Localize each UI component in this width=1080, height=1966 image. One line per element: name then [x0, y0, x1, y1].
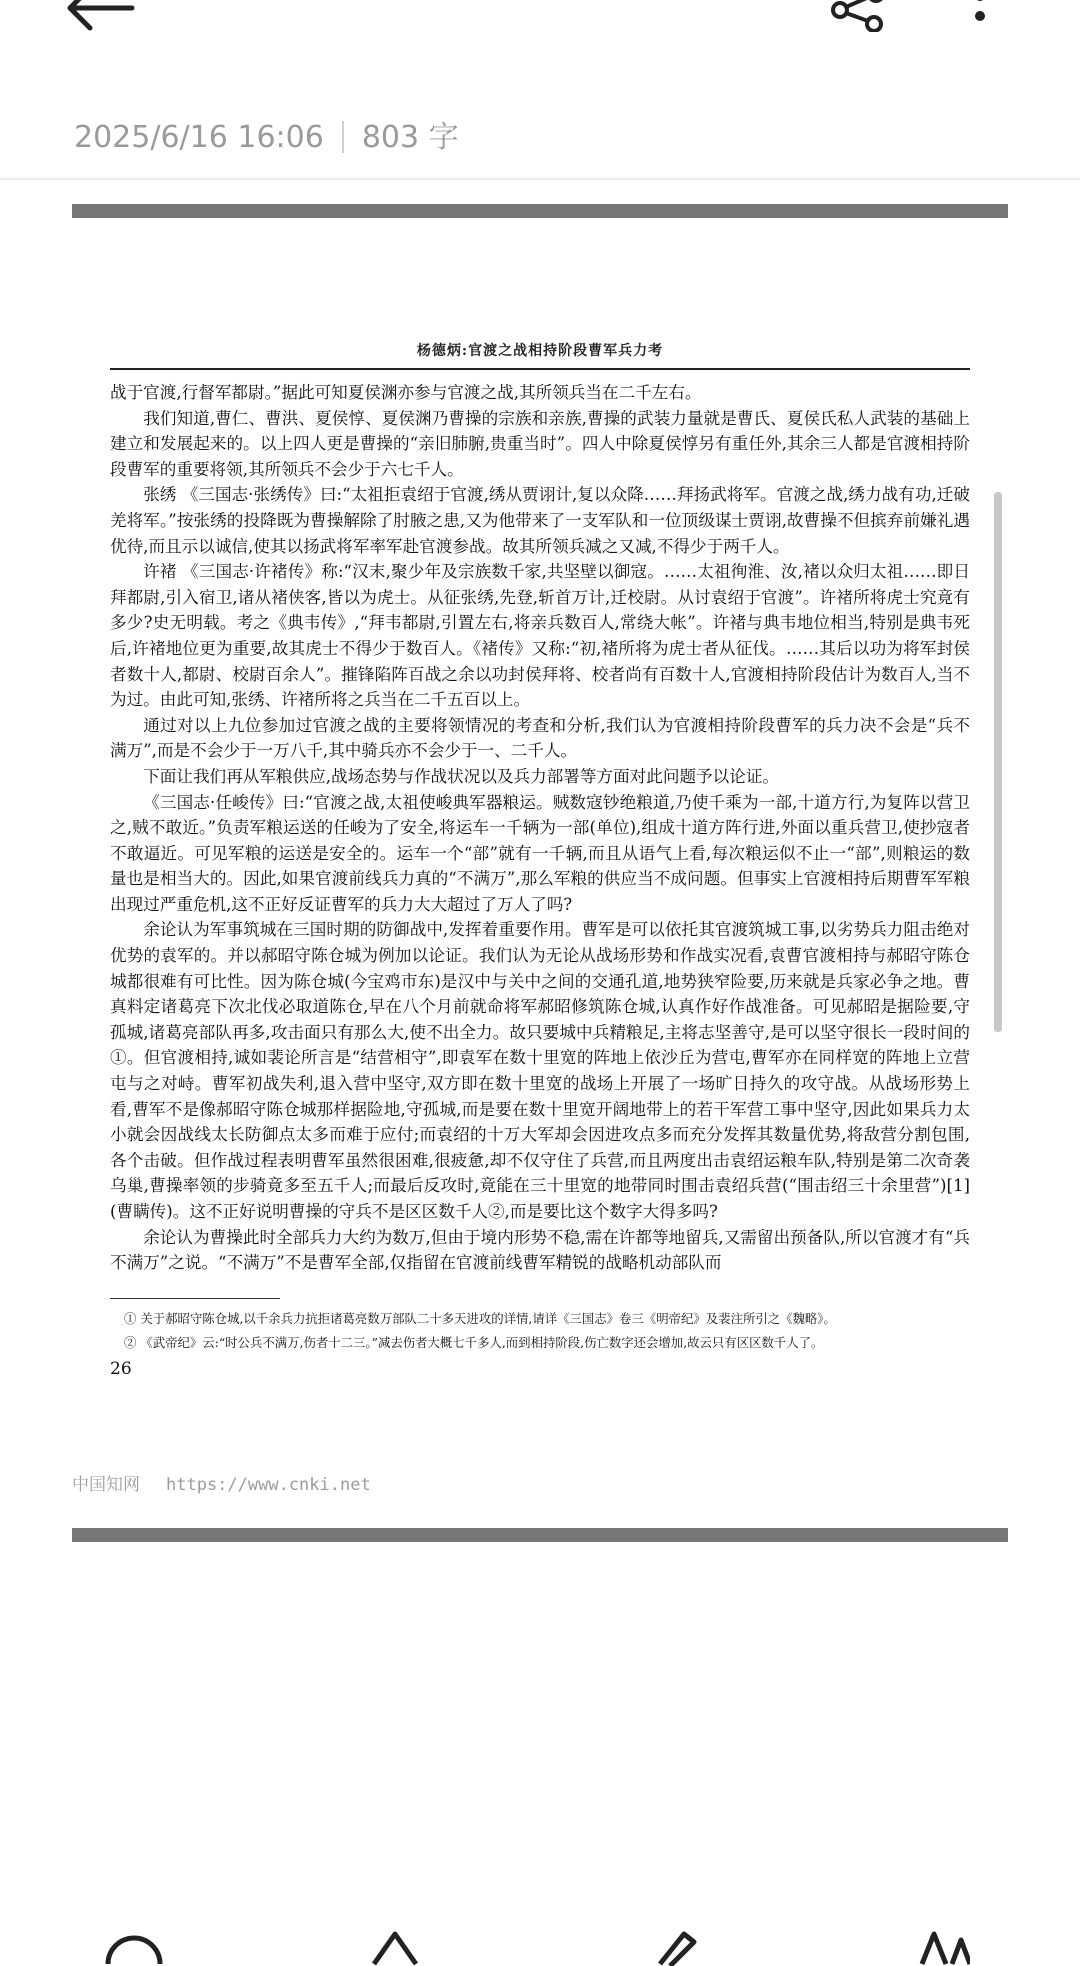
text-size-icon[interactable]	[914, 1926, 970, 1966]
page-top-border	[72, 204, 1008, 218]
bottom-nav	[0, 1900, 1080, 1964]
meta-separator	[342, 121, 344, 153]
document-body	[110, 380, 970, 1276]
paragraph: 张绣 《三国志·张绣传》曰:“太祖拒袁绍于官渡,绣从贾诩计,复以众降……拜扬武将军。官渡之战,绣力战有功,迁破羌将军。”按张绣的投降既为曹操解除了肘腋之患,又为他带来了一支军队和一位顶级谋士贾诩,故曹操不但摈弃前嫌礼遇优待,而且示以诚信,使其以扬武将军率军赴官渡参战。故其所领兵减之又减,不得少于两千人。	[110, 485, 970, 556]
page-number: 26	[110, 1358, 132, 1379]
footnote-rule	[110, 1298, 280, 1299]
arrow-left-icon[interactable]	[66, 0, 136, 32]
watermark-url: https://www.cnki.net	[166, 1475, 371, 1495]
meta-divider	[0, 178, 1080, 180]
home-icon[interactable]	[370, 1926, 420, 1966]
paragraph: 余论认为曹操此时全部兵力大约为数万,但由于境内形势不稳,需在许都等地留兵,又需留出预备队,所以官渡才有“兵不满万”之说。“不满万”不是曹军全部,仅指留在官渡前线曹军精锐的战略机动部队而	[110, 1227, 970, 1273]
paragraph: 《三国志·任峻传》曰:“官渡之战,太祖使峻典军器粮运。贼数寇钞绝粮道,乃使千乘为一部,十道方行,为复阵以营卫之,贼不敢近。”负责军粮运送的任峻为了安全,将运车一千辆为一部(单位),组成十道方阵行进,外面以重兵营卫,使抄寇者不敢逼近。可见军粮的运送是安全的。运车一个“部”就有一千辆,而且从语气上看,每次粮运似不止一“部”,则粮运的数量也是相当大的。因此,如果官渡前线兵力真的“不满万”,那么军粮的供应当不成问题。但事实上官渡相持后期曹军军粮出现过严重危机,这不正好反证曹军的兵力大大超过了万人了吗?	[110, 792, 970, 914]
note-date: 2025/6/16 16:06	[74, 120, 324, 155]
watermark-brand: 中国知网	[72, 1475, 140, 1495]
scrollbar[interactable]	[994, 492, 1002, 1032]
note-meta	[74, 112, 459, 156]
running-head: 杨德炳:官渡之战相持阶段曹军兵力考	[416, 343, 664, 359]
header-rule	[110, 368, 970, 370]
top-toolbar	[0, 0, 1080, 60]
circle-icon[interactable]	[102, 1926, 166, 1966]
watermark	[72, 1470, 371, 1495]
share-icon[interactable]	[830, 0, 886, 32]
paragraph: 战于官渡,行督军都尉。”据此可知夏侯渊亦参与官渡之战,其所领兵当在二千左右。	[110, 383, 702, 402]
paragraph: 许褚 《三国志·许褚传》称:“汉末,聚少年及宗族数千家,共坚壁以御寇。……太祖徇淮、汝,褚以众归太祖……即日拜都尉,引入宿卫,诸从褚侠客,皆以为虎士。从征张绣,先登,斩首万计,迁校尉。从讨袁绍于官渡”。许褚所将虎士究竟有多少?史无明载。考之《典韦传》,“拜韦都尉,引置左右,将亲兵数百人,常绕大帐”。许褚与典韦地位相当,特别是典韦死后,许褚地位更为重要,故其虎士不得少于数百人。《褚传》又称:“初,褚所将为虎士者从征伐。……其后以功为将军封侯者数十人,都尉、校尉百余人”。摧锋陷阵百战之余以功封侯拜将、校者尚有百数十人,官渡相持阶段估计为数百人,当不为过。由此可知,张绣、许褚所将之兵当在二千五百以上。	[110, 562, 970, 710]
paragraph: 通过对以上九位参加过官渡之战的主要将领情况的考查和分析,我们认为官渡相持阶段曹军的兵力决不会是“兵不满万”,而是不会少于一万八千,其中骑兵亦不会少于一、二千人。	[110, 715, 970, 761]
paragraph: 余论认为军事筑城在三国时期的防御战中,发挥着重要作用。曹军是可以依托其官渡筑城工事,以劣势兵力阻击绝对优势的袁军的。并以郝昭守陈仓城为例加以论证。我们认为无论从战场形势和作战实况看,袁曹官渡相持与郝昭守陈仓城都很难有可比性。因为陈仓城(今宝鸡市东)是汉中与关中之间的交通孔道,地势狭窄险要,历来就是兵家必争之地。曹真料定诸葛亮下次北伐必取道陈仓,早在八个月前就命将军郝昭修筑陈仓城,认真作好作战准备。可见郝昭是据险要,守孤城,诸葛亮部队再多,攻击面只有那么大,使不出全力。故只要城中兵精粮足,主将志坚善守,是可以坚守很长一段时间的①。但官渡相持,诚如裴论所言是“结营相守”,即袁军在数十里宽的阵地上依沙丘为营屯,曹军亦在同样宽的阵地上立营屯与之对峙。曹军初战失利,退入营中坚守,双方即在数十里宽的战场上开展了一场旷日持久的攻守战。从战场形势上看,曹军不是像郝昭守陈仓城那样据险地,守孤城,而是要在数十里宽开阔地带上的若干军营工事中坚守,因此如果兵力太小就会因战线太长防御点太多而难于应付;而袁绍的十万大军却会因进攻点多而充分发挥其数量优势,将敌营分割包围,各个击破。但作战过程表明曹军虽然很困难,很疲惫,却不仅守住了兵营,而且两度出击袁绍运粮车队,特别是第二次奇袭乌巢,曹操率领的步骑竟多至五千人;而最后反攻时,竟能在三十里宽的地带同时围击袁绍兵营(“围击绍三十余里营”)[1](曹瞒传)。这不正好说明曹操的守兵不是区区数千人②,而是要比这个数字大得多吗?	[110, 920, 970, 1221]
footnote: ① 关于郝昭守陈仓城,以千余兵力抗拒诸葛亮数万部队二十多天进攻的详情,请详《三国志》卷三《明帝纪》及裴注所引之《魏略》。	[124, 1310, 836, 1326]
page-bottom-border	[72, 1528, 1008, 1542]
paragraph: 下面让我们再从军粮供应,战场态势与作战状况以及兵力部署等方面对此问题予以论证。	[143, 766, 780, 786]
paragraph: 我们知道,曹仁、曹洪、夏侯惇、夏侯渊乃曹操的宗族和亲族,曹操的武装力量就是曹氏、夏侯氏私人武装的基础上建立和发展起来的。以上四人更是曹操的“亲旧肺腑,贵重当时”。四人中除夏侯惇另有重任外,其余三人都是官渡相持阶段曹军的重要将领,其所领兵不会少于六七千人。	[110, 408, 970, 479]
more-vert-icon[interactable]	[970, 0, 990, 34]
word-count: 803 字	[361, 120, 459, 155]
footnotes	[110, 1309, 970, 1353]
edit-icon[interactable]	[650, 1926, 700, 1966]
footnote: ② 《武帝纪》云:“时公兵不满万,伤者十二三。”减去伤者大概七千多人,而到相持阶段,伤亡数字还会增加,故云只有区区数千人了。	[124, 1334, 824, 1350]
document-content	[110, 340, 970, 1379]
